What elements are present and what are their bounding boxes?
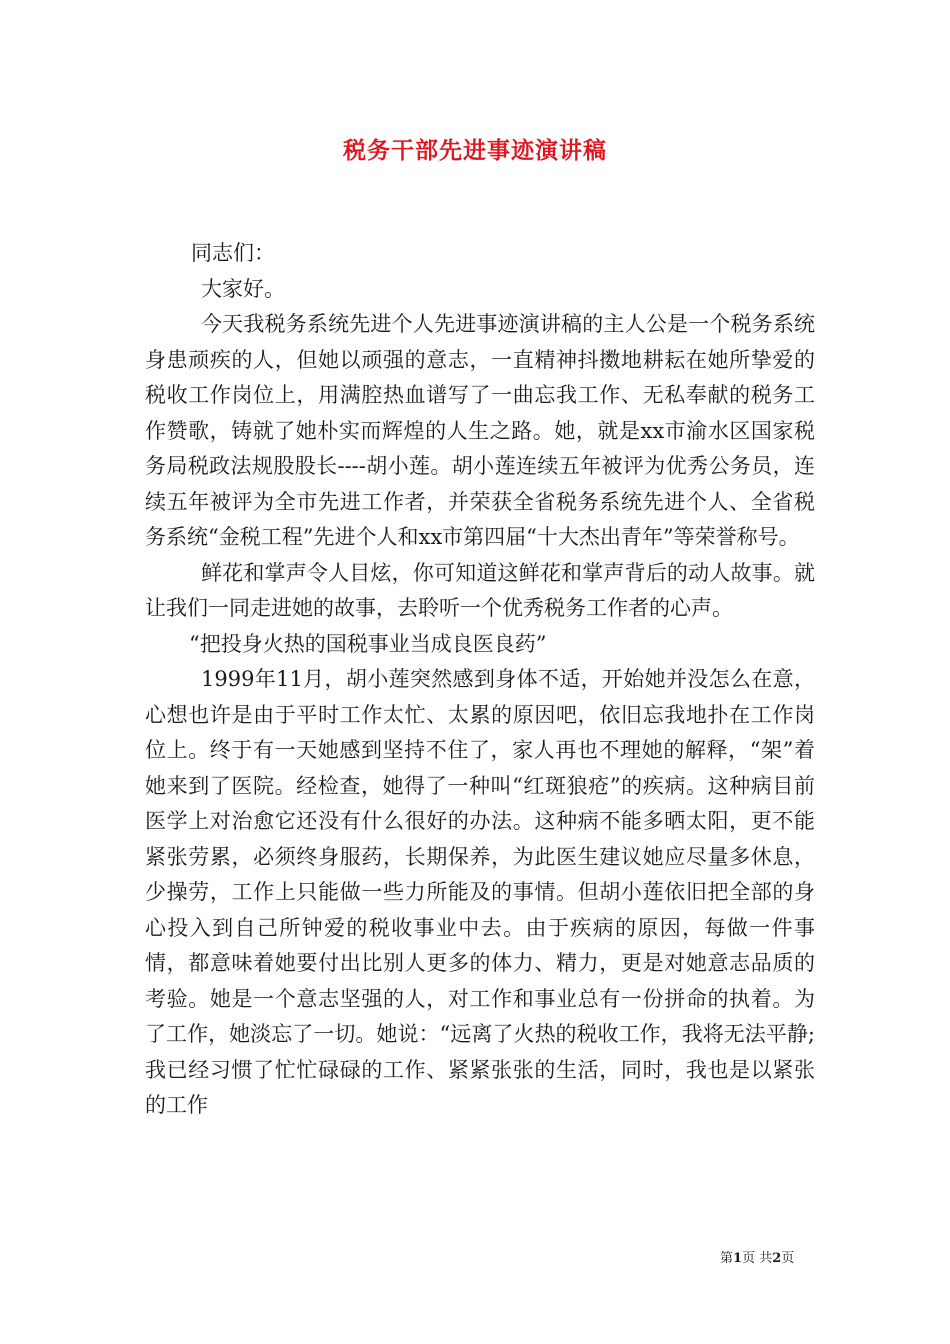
footer-prefix: 第 bbox=[720, 1251, 734, 1266]
section-heading: “把投身火热的国税事业当成良医良药” bbox=[189, 631, 547, 656]
document-title: 税务干部先进事迹演讲稿 bbox=[343, 137, 607, 164]
footer-middle: 页 共 bbox=[742, 1251, 773, 1266]
footer-total-pages: 2 bbox=[772, 1251, 782, 1266]
greeting-line: 大家好。 bbox=[201, 276, 285, 301]
body-paragraph: 1999年11月，胡小莲突然感到身体不适，开始她并没怎么在意，心想也许是由于平时工作太忙、太累的原因吧，依旧忘我地扑在工作岗位上。终于有一天她感到坚持不住了，家人再也不理她的解释，“架”着她来到了医院。经检查，她得了一种叫“红斑狼疮”的疾病。这种病目前医学上对治愈它还没有什么很好的办法。这种病不能多晒太阳，更不能紧张劳累，必须终身服药，长期保养，为此医生建议她应尽量多休息，少操劳，工作上只能做一些力所能及的事情。但胡小莲依旧把全部的身心投入到自己所钟爱的税收事业中去。由于疾病的原因，每做一件事情，都意味着她要付出比别人更多的体力、精力，更是对她意志品质的考验。她是一个意志坚强的人，对工作和事业总有一份拼命的执着。为了工作，她淡忘了一切。她说：“远离了火热的税收工作，我将无法平静;我已经习惯了忙忙碌碌的工作、紧紧张张的生活，同时，我也是以紧张的工作 bbox=[145, 667, 815, 1117]
body-paragraph: 今天我税务系统先进个人先进事迹演讲稿的主人公是一个税务系统身患顽疾的人，但她以顽强的意志，一直精神抖擞地耕耘在她所挚爱的税收工作岗位上，用满腔热血谱写了一曲忘我工作、无私奉献的税务工作赞歌，铸就了她朴实而辉煌的人生之路。她，就是xx市渝水区国家税务局税政法规股股长----胡小莲。胡小莲连续五年被评为优秀公务员，连续五年被评为全市先进工作者，并荣获全省税务系统先进个人、全省税务系统“金税工程”先进个人和xx市第四届“十大杰出青年”等荣誉称号。 bbox=[145, 312, 815, 549]
document-body bbox=[145, 236, 815, 1124]
footer-suffix: 页 bbox=[781, 1251, 795, 1266]
body-paragraph: 鲜花和掌声令人目炫，你可知道这鲜花和掌声背后的动人故事。就让我们一同走进她的故事，去聆听一个优秀税务工作者的心声。 bbox=[145, 560, 815, 620]
page-number-footer bbox=[720, 1247, 820, 1266]
greeting-line: 同志们： bbox=[191, 241, 275, 265]
footer-current-page: 1 bbox=[733, 1251, 743, 1266]
